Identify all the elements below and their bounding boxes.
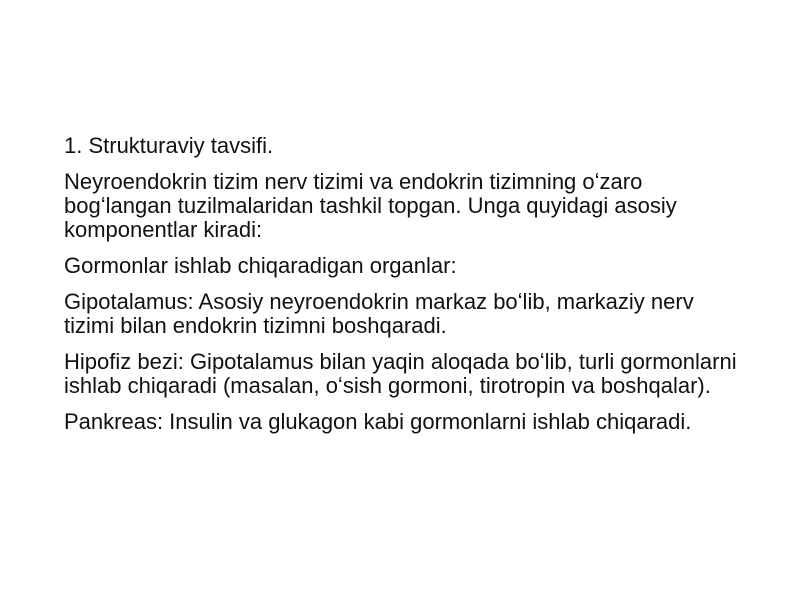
hypothalamus-paragraph: Gipotalamus: Asosiy neyroendokrin markaz boʻlib, markaziy nerv tizimi bilan endokrin tizimni boshqaradi. xyxy=(64,289,694,338)
intro-paragraph: Neyroendokrin tizim nerv tizimi va endokrin tizimning oʻzaro bogʻlangan tuzilmalaridan tashkil topgan. Unga quyidagi asosiy komponentlar kiradi: xyxy=(64,169,677,242)
section-heading: 1. Strukturaviy tavsifi. xyxy=(64,133,274,158)
organs-heading: Gormonlar ishlab chiqaradigan organlar: xyxy=(64,253,457,278)
slide-body xyxy=(64,134,744,446)
pancreas-paragraph: Pankreas: Insulin va glukagon kabi gormonlarni ishlab chiqaradi. xyxy=(64,409,692,434)
pituitary-paragraph: Hipofiz bezi: Gipotalamus bilan yaqin aloqada boʻlib, turli gormonlarni ishlab chiqaradi (masalan, oʻsish gormoni, tirotropin va boshqalar). xyxy=(64,349,737,398)
